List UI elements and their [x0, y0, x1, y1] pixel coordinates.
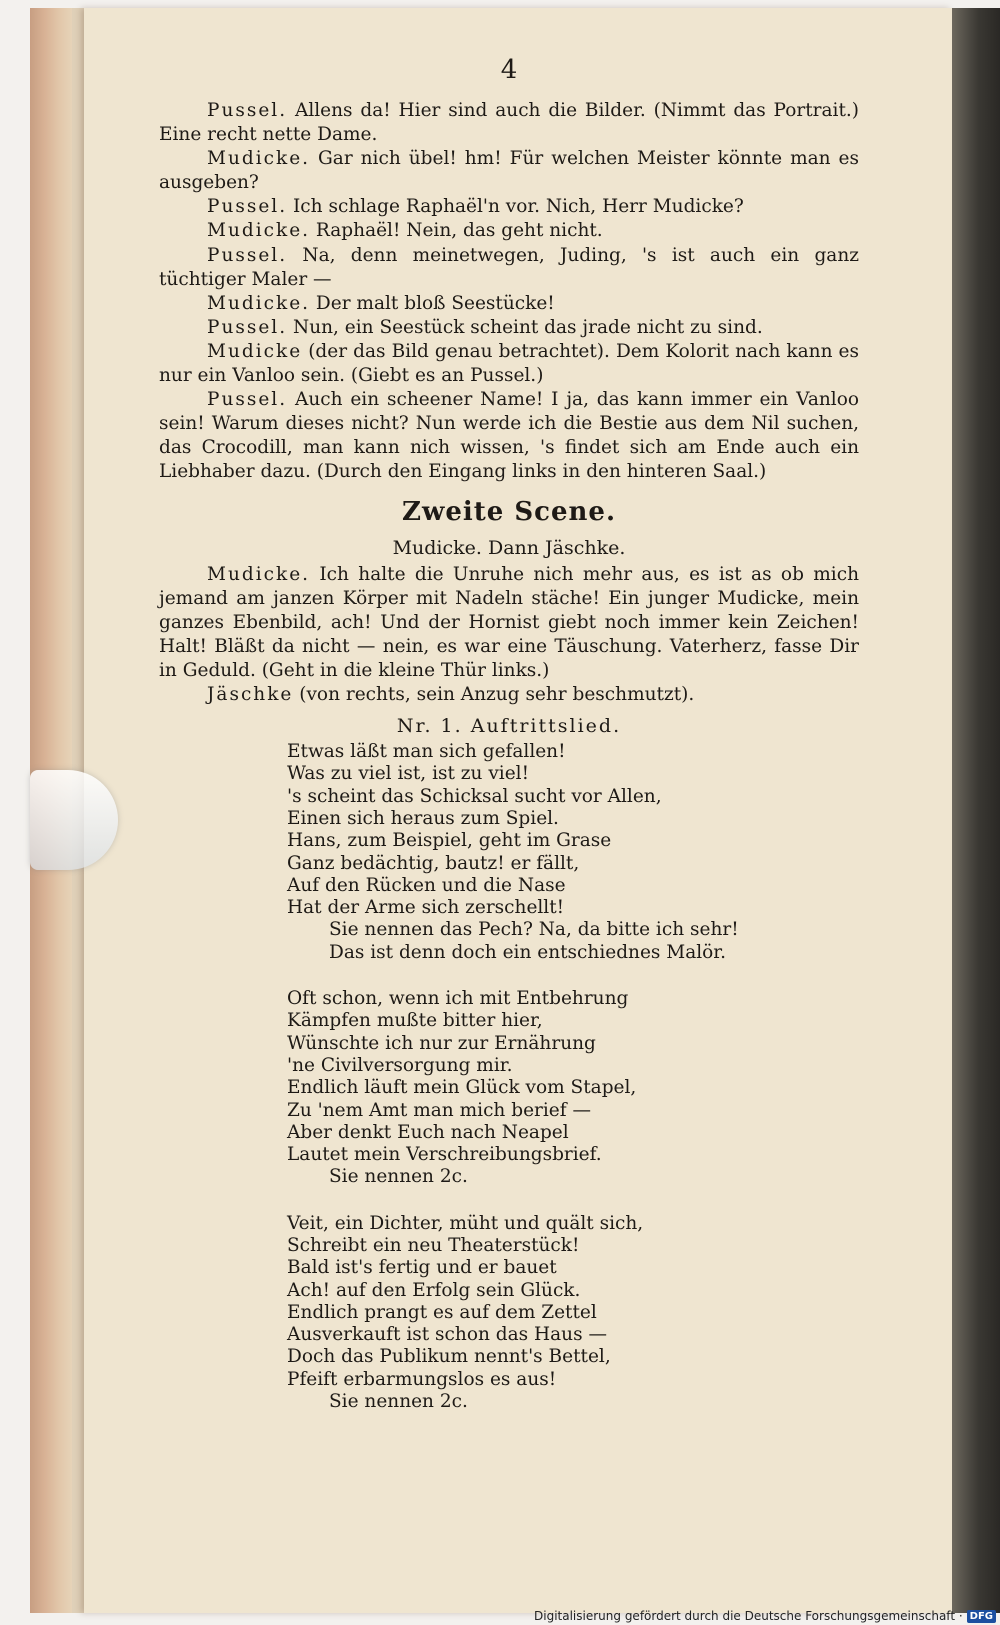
verse-line: Bald ist's fertig und er bauet: [287, 1257, 557, 1279]
dialogue-paragraph: [159, 340, 859, 388]
dialogue-text: Allens da! Hier sind auch die Bilder. (Nimmt das Portrait.) Eine recht nette Dame.: [159, 100, 859, 146]
speaker-name: Mudicke.: [207, 220, 311, 242]
song-verse: [287, 1213, 859, 1414]
verse-line: Lautet mein Verschreibungsbrief.: [287, 1144, 602, 1166]
speaker-name: Pussel.: [207, 196, 288, 218]
verse-line: Kämpfen mußte bitter hier,: [287, 1010, 543, 1032]
scene-title: Zweite Scene.: [401, 496, 617, 527]
verse-line: Schreibt ein neu Theaterstück!: [287, 1235, 580, 1256]
speaker-name: Mudicke.: [207, 148, 311, 170]
verse-line: Doch das Publikum nennt's Bettel,: [287, 1346, 611, 1368]
speaker-name: Pussel.: [207, 100, 288, 121]
speaker-name: Mudicke.: [207, 563, 311, 585]
dialogue-text: Gar nich übel! hm! Für welchen Meister könnte man es ausgeben?: [159, 148, 859, 194]
verse-line: 'ne Civilversorgung mir.: [287, 1054, 513, 1076]
song-verse: [287, 741, 859, 964]
dialogue-paragraph: [159, 316, 859, 340]
verse-line: Ganz bedächtig, bautz! er fällt,: [287, 852, 580, 874]
verse-line: Zu 'nem Amt man mich berief —: [287, 1099, 591, 1121]
cast-line: Mudicke. Dann Jäschke.: [392, 536, 626, 559]
speaker-name: Pussel.: [207, 244, 288, 266]
dialogue-paragraph: [159, 563, 859, 683]
refrain-line: Das ist denn doch ein entschiednes Malör.: [329, 941, 726, 963]
dialogue-paragraph: [159, 292, 859, 316]
verse-line: Einen sich heraus zum Spiel.: [287, 807, 559, 829]
song-title: Nr. 1. Auftrittslied.: [396, 715, 622, 738]
verse-line: Hans, zum Beispiel, geht im Grase: [287, 830, 612, 852]
dfg-logo: DFG: [967, 1610, 996, 1623]
dialogue-text: Raphaël! Nein, das geht nicht.: [315, 220, 603, 242]
refrain-line: Sie nennen 2c.: [329, 1391, 468, 1413]
page-edge-shadow: [952, 8, 1000, 1613]
dialogue-text: (der das Bild genau betrachtet). Dem Kolorit nach kann es nur ein Vanloo sein. (Giebt es an Pussel.): [159, 340, 859, 387]
dialogue-text: Auch ein scheener Name! I ja, das kann immer ein Vanloo sein! Warum dieses nicht? Nun werde ich die Bestie aus dem Nil suchen, das Crocodill, man kann nich wissen, 's findet sich am Ende auch ein Liebhaber dazu. (Durch den Eingang links in den hinteren Saal.): [159, 389, 859, 483]
refrain-line: Sie nennen 2c.: [329, 1166, 468, 1188]
dialogue-paragraph: [159, 219, 859, 243]
scene-dialogue-section: [159, 563, 859, 708]
verse-line: Was zu viel ist, ist zu viel!: [287, 763, 530, 785]
verse-line: Veit, ein Dichter, müht und quält sich,: [287, 1212, 644, 1234]
speaker-name: Jäschke: [207, 683, 294, 705]
speaker-name: Mudicke.: [207, 292, 311, 314]
dialogue-section: [159, 99, 859, 485]
speaker-name: Pussel.: [207, 316, 288, 338]
footer: [534, 1609, 996, 1623]
dialogue-paragraph: [159, 195, 859, 219]
verse-line: Etwas läßt man sich gefallen!: [287, 741, 566, 763]
verse-line: Endlich läuft mein Glück vom Stapel,: [287, 1077, 637, 1099]
verse-line: Ausverkauft ist schon das Haus —: [287, 1324, 607, 1346]
dialogue-paragraph: [159, 99, 859, 147]
song-verses: [159, 741, 859, 1413]
page-content: [159, 55, 859, 1437]
speaker-name: Mudicke: [207, 340, 303, 362]
footer-credit: Digitalisierung gefördert durch die Deutsche Forschungsgemeinschaft ·: [534, 1609, 963, 1623]
verse-line: 's scheint das Schicksal sucht vor Allen,: [287, 785, 662, 807]
refrain-line: Sie nennen das Pech? Na, da bitte ich sehr!: [329, 919, 739, 941]
verse-line: Wünschte ich nur zur Ernährung: [287, 1032, 596, 1054]
verse-line: Endlich prangt es auf dem Zettel: [287, 1301, 597, 1323]
verse-line: Ach! auf den Erfolg sein Glück.: [287, 1279, 581, 1301]
song-verse: [287, 988, 859, 1189]
speaker-name: Pussel.: [207, 389, 288, 411]
dialogue-paragraph: [159, 683, 859, 707]
verse-line: Aber denkt Euch nach Neapel: [287, 1121, 569, 1143]
dialogue-text: Ich schlage Raphaël'n vor. Nich, Herr Mudicke?: [293, 196, 744, 218]
dialogue-text: Ich halte die Unruhe nich mehr aus, es ist as ob mich jemand am janzen Körper mit Nadeln stäche! Ein junger Mudicke, mein ganzes Ebenbild, ach! Und der Hornist giebt noch immer kein Zeichen! Halt! Bläßt da nicht — nein, es war eine Täuschung. Vaterherz, fasse Dir in Geduld. (Geht in die kleine Thür links.): [159, 563, 859, 681]
verse-line: Hat der Arme sich zerschellt!: [287, 897, 565, 919]
dialogue-text: Nun, ein Seestück scheint das jrade nicht zu sind.: [293, 316, 763, 338]
page-number: 4: [500, 55, 518, 85]
dialogue-paragraph: [159, 388, 859, 484]
dialogue-text: (von rechts, sein Anzug sehr beschmutzt).: [299, 683, 695, 705]
verse-line: Oft schon, wenn ich mit Entbehrung: [287, 988, 629, 1010]
dialogue-text: Der malt bloß Seestücke!: [315, 292, 555, 314]
dialogue-paragraph: [159, 147, 859, 195]
dialogue-text: Na, denn meinetwegen, Juding, 's ist auch ein ganz tüchtiger Maler —: [159, 244, 859, 290]
verse-line: Pfeift erbarmungslos es aus!: [287, 1368, 557, 1390]
dialogue-paragraph: [159, 244, 859, 292]
verse-line: Auf den Rücken und die Nase: [287, 874, 566, 896]
